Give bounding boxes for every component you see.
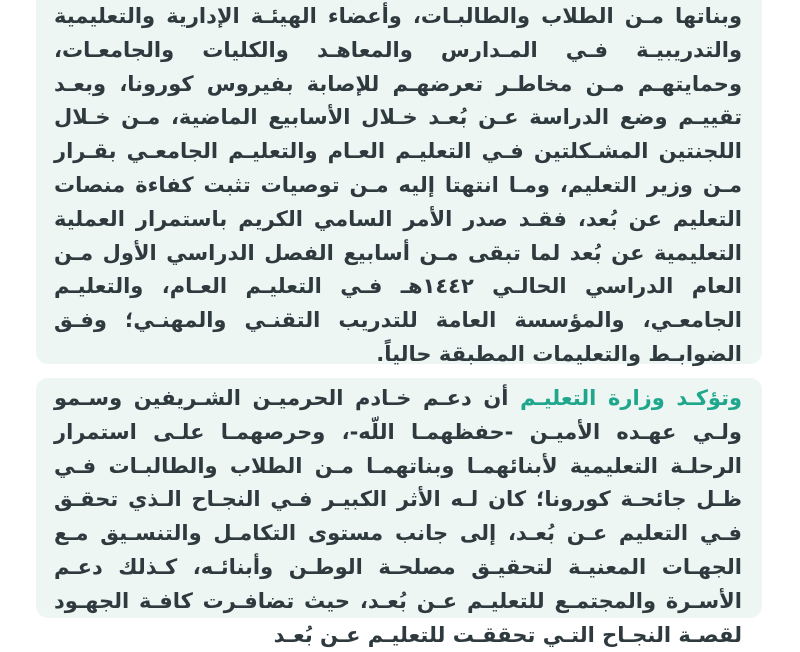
paragraph-card-ministry-statement bbox=[36, 378, 762, 647]
ministry-statement-text: أن دعـم خـادم الحرميـن الشـريفين وسـمو ولـي عهـده الأميـن -حفظهمـا اللّه-، وحرصهمـا علـى استمرار الرحلـة التعليمية لأبنائهمـا وبناتهمـا مـن الطلاب والطالبـات فـي ظـل جائحـة كورونا؛ كان لـه الأثر الكبيـر فـي النجـاح الـذي تحقـق فـي التعليم عـن بُعـد، إلى جانب مستوى التكامـل والتنسـيق مـع الجهـات المعنيـة لتحقيـق مصلحـة الوطـن وأبنائـه، كـذلك دعـم الأسـرة والمجتمـع للتعليـم عـن بُعـد، حيث تضافـرت كافـة الجهـود لقصـة النجـاح التـي تحققـت للتعليـم عـن بُعـد bbox=[54, 386, 742, 647]
ministry-statement-paragraph bbox=[54, 378, 742, 652]
paragraph-card-decision bbox=[36, 0, 762, 364]
decision-paragraph: وبناتها مـن الطلاب والطالبـات، وأعضاء الهيئـة الإدارية والتعليمية والتدريبيـة فـي المـدارس والمعاهـد والكليات والجامعـات، وحمايتهـم مـن مخاطـر تعرضهـم للإصابة بفيروس كورونا، وبعـد تقييـم وضع الدراسة عـن بُعـد خـلال الأسابيع الماضية، مـن خـلال اللجنتين المشـكلتين فـي التعليـم العـام والتعليـم الجامعـي بقـرار مـن وزير التعليم، ومـا انتهتا إليه مـن توصيات تثبت كفاءة منصات التعليم عن بُعد، فقـد صدر الأمر السامي الكريم باستمرار العملية التعليمية عن بُعد لما تبقى مـن أسابيع الفصل الدراسي الأول مـن العام الدراسي الحالـي ١٤٤٢هـ فـي التعليـم العـام، والتعليـم الجامعـي، والمؤسسة العامة للتدريب التقنـي والمهنـي؛ وفـق الضوابـط والتعليمات المطبقة حالياً. bbox=[54, 4, 742, 366]
ministry-name-highlight: وتؤكـد وزارة التعليـم bbox=[520, 386, 743, 410]
